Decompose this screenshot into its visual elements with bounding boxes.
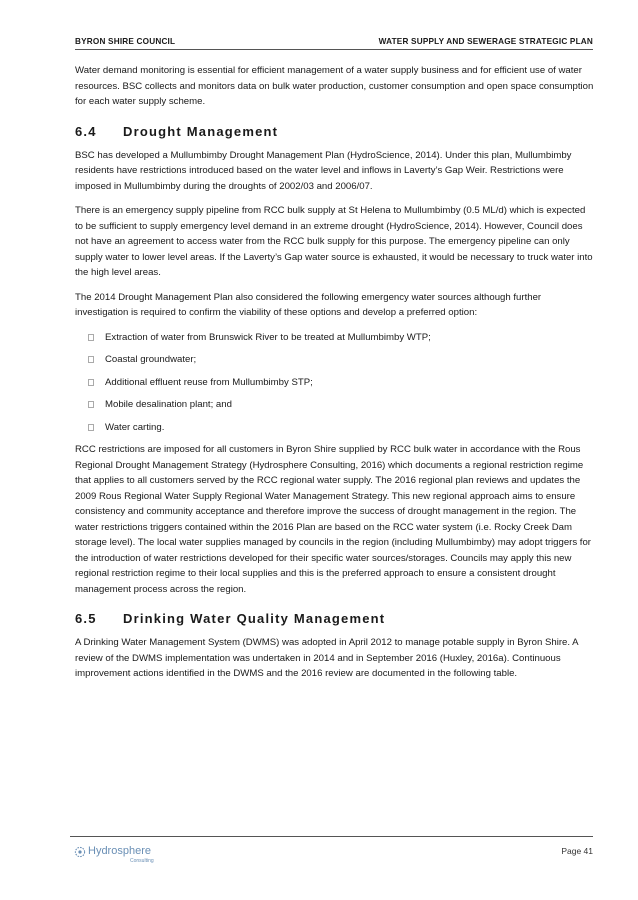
- page-content: [75, 63, 595, 691]
- bullet-box-icon: [88, 424, 94, 431]
- section-number: 6.5: [75, 611, 97, 626]
- paragraph: BSC has developed a Mullumbimby Drought Management Plan (HydroScience, 2014). Under this plan, Mullumbimby residents have restrictions introduced based on the water level and inflows in Laverty’s Gap Weir. Restrictions were imposed in Mullumbimby during the droughts of 2002/03 and 2006/07.: [75, 149, 572, 192]
- globe-logo-icon: [74, 846, 86, 858]
- header-organization: BYRON SHIRE COUNCIL: [75, 37, 176, 46]
- page-header: [75, 37, 593, 50]
- page-footer: [70, 836, 593, 864]
- list-item: Additional effluent reuse from Mullumbimby STP;: [75, 375, 595, 391]
- section-heading-water-quality: [75, 611, 595, 626]
- list-item: Water carting.: [75, 420, 595, 436]
- intro-paragraph: Water demand monitoring is essential for efficient management of a water supply business and for efficient use of water resources. BSC collects and monitors data on bulk water production, customer consumption and open space consumption for each water supply scheme.: [75, 65, 594, 107]
- logo-subtitle: Consulting: [130, 858, 154, 864]
- logo-name: Hydrosphere: [88, 845, 151, 857]
- hydrosphere-logo: [74, 845, 164, 867]
- bullet-box-icon: [88, 379, 94, 386]
- section-heading-drought: [75, 124, 595, 139]
- paragraph: The 2014 Drought Management Plan also considered the following emergency water sources although further investigation is required to confirm the viability of these options and develop a preferred option:: [75, 291, 542, 318]
- bullet-box-icon: [88, 356, 94, 363]
- paragraph: There is an emergency supply pipeline from RCC bulk supply at St Helena to Mullumbimby (0.5 ML/d) which is expected to be sufficient to supply emergency level demand in an extreme drought (HydroScience, 2014). However, Council does not have an agreement to access water from the RCC bulk supply for this purpose. The emergency pipeline can only supply water to lower level areas. If the Laverty’s Gap water source is exhausted, it would be necessary to truck water into the high level areas.: [75, 205, 593, 278]
- paragraph: RCC restrictions are imposed for all customers in Byron Shire supplied by RCC bulk water in accordance with the Rous Regional Drought Management Strategy (Hydrosphere Consulting, 2016) which documents a regional restriction regime that applies to all customers served by the RCC regional water supply. The 2016 regional plan reviews and updates the 2009 Rous Regional Water Supply Regional Water Management Strategy. This new regional approach aims to ensure consistency and community acceptance and therefore improve the success of drought management in the region. The water restrictions triggers contained within the 2016 Plan are based on the RCC water system (i.e. Rocky Creek Dam storage level). The local water supplies managed by councils in the region (including Mullumbimby) may adopt triggers for the introduction of water restrictions developed for their specific water sources/storages. Councils may apply this new regional restriction regime to their local supplies and this is the preferred approach to ensure a consistent drought management process across the region.: [75, 444, 592, 595]
- header-document-title: WATER SUPPLY AND SEWERAGE STRATEGIC PLAN: [378, 37, 593, 46]
- section-number: 6.4: [75, 123, 97, 139]
- list-item: Extraction of water from Brunswick River to be treated at Mullumbimby WTP;: [75, 330, 595, 346]
- paragraph: A Drinking Water Management System (DWMS) was adopted in April 2012 to manage potable supply in Byron Shire. A review of the DWMS implementation was undertaken in 2014 and in September 2016 (Huxley, 2016a). Continuous improvement actions identified in the DWMS and the 2016 review are documented in the following table.: [75, 637, 579, 679]
- bullet-box-icon: [88, 401, 94, 408]
- page-number: Page 41: [561, 846, 593, 856]
- bullet-box-icon: [88, 334, 94, 341]
- section-title: Drought Management: [123, 123, 279, 139]
- list-item: Mobile desalination plant; and: [75, 397, 595, 413]
- list-item: Coastal groundwater;: [75, 352, 595, 368]
- emergency-sources-list: [75, 330, 595, 436]
- section-title: Drinking Water Quality Management: [123, 611, 386, 626]
